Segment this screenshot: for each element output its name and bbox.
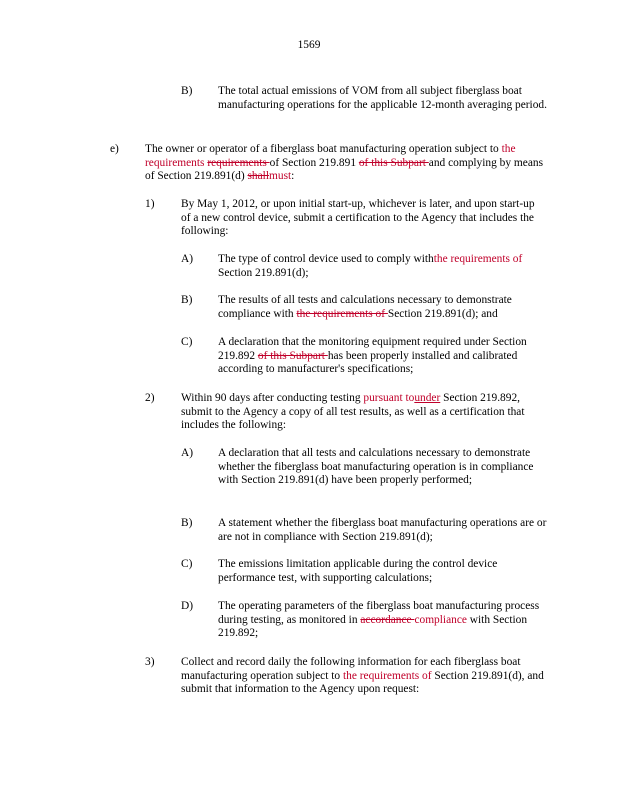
item-text: By May 1, 2012, or upon initial start-up, whichever is later, and upon start-up of a new control device, submit a certification to the Agency that includes the following: bbox=[181, 198, 535, 238]
item-label: B) bbox=[181, 517, 193, 529]
deletion: of this Subpart bbox=[257, 349, 328, 362]
page-number: 1569 bbox=[297, 39, 321, 51]
item-label: D) bbox=[181, 600, 194, 612]
item-text: Collect and record daily the following information for each fiberglass boat manufacturing operation subject to the requirements of Section 219.891(d), and submit that information to the Agency upon request: bbox=[181, 656, 544, 696]
deletion: shall bbox=[247, 170, 270, 183]
item-text: The owner or operator of a fiberglass boat manufacturing operation subject to the requirements requirements of Section 219.891 of this Subpart and complying by means of Section 219.891(d) shallmust: bbox=[145, 143, 543, 183]
item-label: C) bbox=[181, 336, 193, 348]
item-label: A) bbox=[181, 447, 194, 459]
item-label: B) bbox=[181, 85, 193, 97]
insertion: the requirements bbox=[145, 143, 516, 169]
deletion: accordance bbox=[360, 613, 415, 626]
deletion: of this Subpart bbox=[358, 156, 429, 169]
item-label: A) bbox=[181, 253, 194, 265]
insertion: must bbox=[269, 170, 292, 183]
item-label: B) bbox=[181, 294, 193, 306]
item-text: The results of all tests and calculations necessary to demonstrate compliance with the requirements of Section 219.891(d); and bbox=[218, 294, 512, 320]
deletion: the requirements of bbox=[296, 307, 388, 320]
item-label: 1) bbox=[145, 198, 155, 210]
item-label: 2) bbox=[145, 392, 155, 404]
item-label: e) bbox=[110, 143, 119, 155]
item-label: 3) bbox=[145, 656, 155, 668]
insertion: the requirements of bbox=[433, 253, 523, 265]
item-text: A declaration that all tests and calculations necessary to demonstrate whether the fiberglass boat manufacturing operation is in compliance with Section 219.891(d) have been properly performed; bbox=[218, 447, 534, 487]
item-text: A statement whether the fiberglass boat manufacturing operations are or are not in compliance with Section 219.891(d); bbox=[218, 517, 547, 543]
insertion: compliance bbox=[414, 613, 467, 626]
item-text: The emissions limitation applicable during the control device performance test, with supporting calculations; bbox=[218, 558, 498, 584]
item-text: The type of control device used to comply withthe requirements of Section 219.891(d); bbox=[218, 253, 523, 279]
insertion: the requirements of bbox=[342, 669, 432, 682]
item-text: Within 90 days after conducting testing pursuant tounder Section 219.892, submit to the Agency a copy of all test results, as well as a certification that includes the following: bbox=[181, 392, 525, 432]
insertion: pursuant to bbox=[363, 392, 415, 404]
item-text: A declaration that the monitoring equipment required under Section 219.892 of this Subpart has been properly installed and calibrated according to manufacturer's specifications; bbox=[218, 336, 527, 376]
item-label: C) bbox=[181, 558, 193, 570]
item-text: The operating parameters of the fiberglass boat manufacturing process during testing, as monitored in accordance compliance with Section 219.892; bbox=[218, 600, 540, 640]
item-text: The total actual emissions of VOM from all subject fiberglass boat manufacturing operations for the applicable 12-month averaging period. bbox=[218, 85, 547, 111]
insertion: under bbox=[414, 392, 441, 404]
deletion: requirements bbox=[207, 156, 270, 169]
